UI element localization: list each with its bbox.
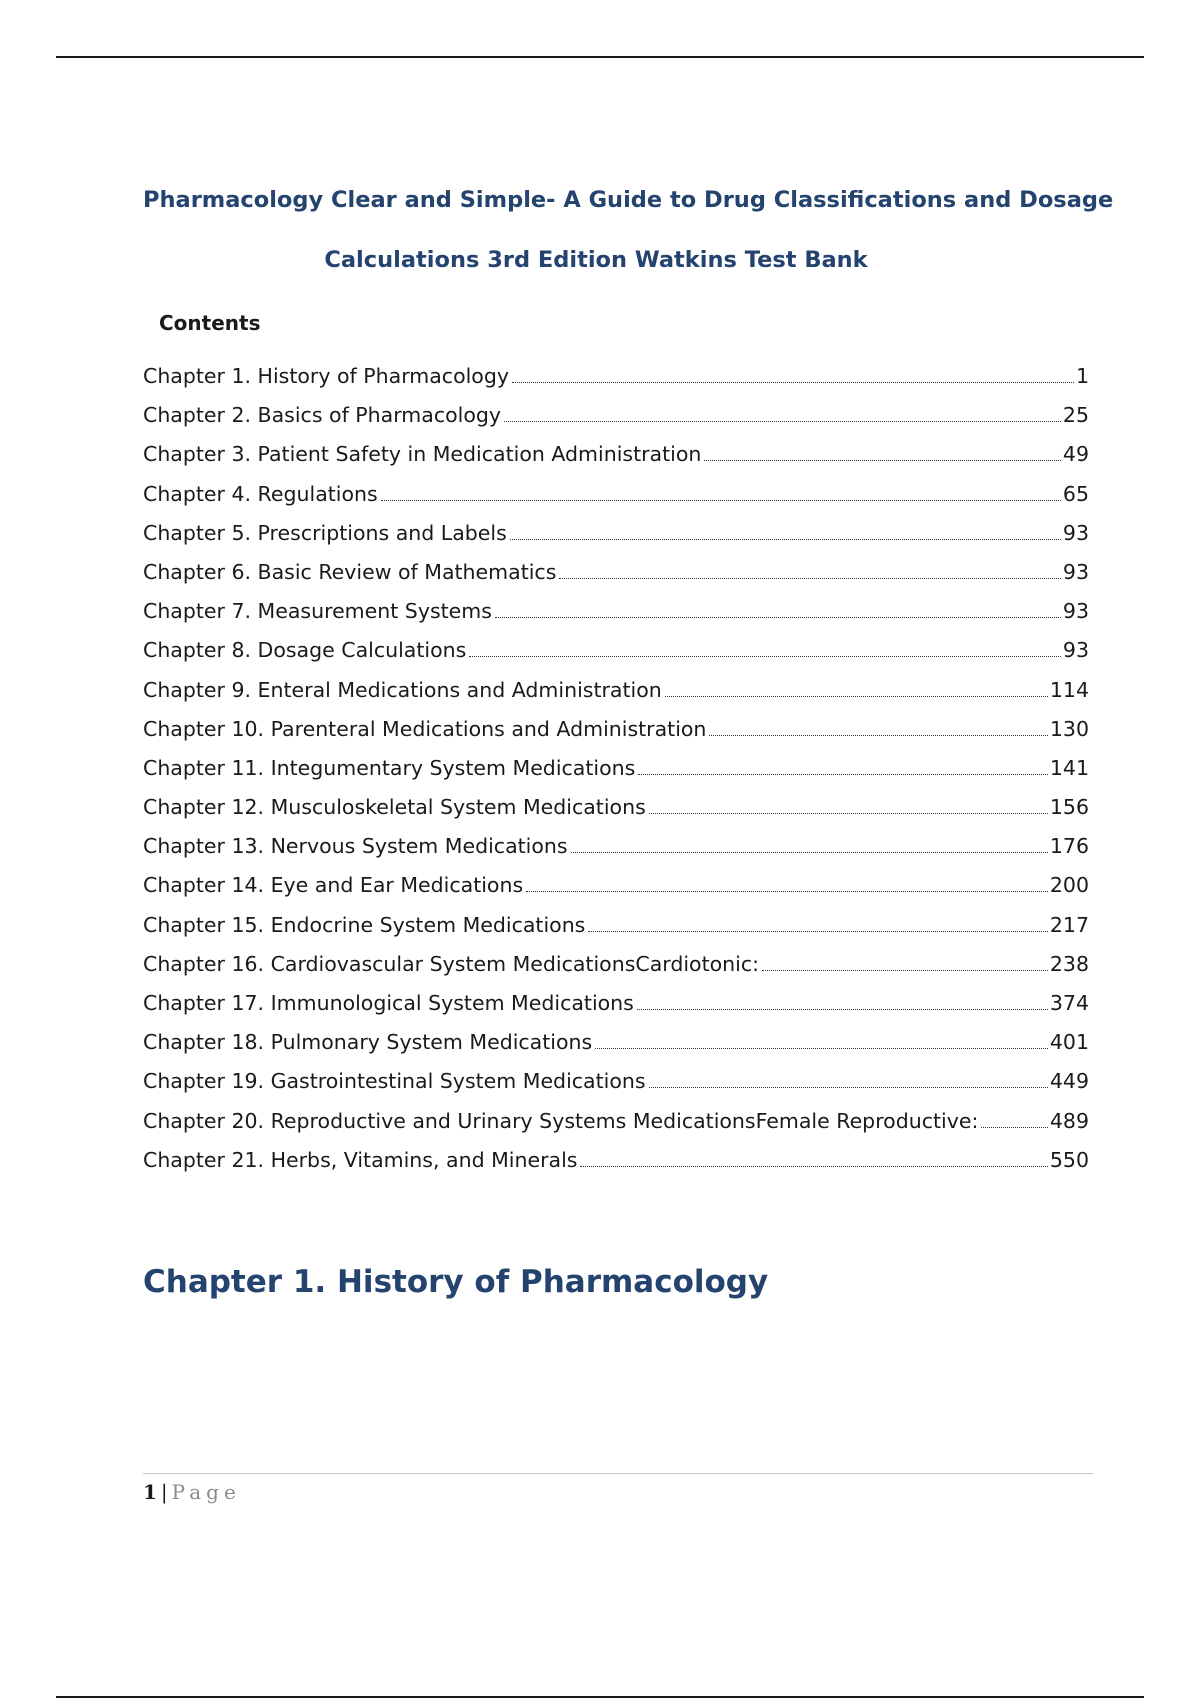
toc-entry[interactable] bbox=[143, 519, 1089, 558]
toc-dot-leader bbox=[504, 421, 1061, 422]
toc-dot-leader bbox=[649, 813, 1048, 814]
toc-dot-leader bbox=[588, 931, 1047, 932]
toc-entry-title: Chapter 20. Reproductive and Urinary Systems MedicationsFemale Reproductive: bbox=[143, 1108, 979, 1133]
toc-dot-leader bbox=[637, 1009, 1048, 1010]
toc-entry-page: 93 bbox=[1062, 638, 1089, 663]
toc-entry[interactable] bbox=[143, 871, 1089, 910]
toc-dot-leader bbox=[512, 382, 1074, 383]
toc-entry[interactable] bbox=[143, 480, 1089, 519]
toc-entry-page: 93 bbox=[1062, 599, 1089, 624]
page-label: Page bbox=[171, 1480, 241, 1504]
contents-heading: Contents bbox=[159, 311, 261, 335]
toc-entry[interactable] bbox=[143, 832, 1089, 871]
toc-entry-title: Chapter 5. Prescriptions and Labels bbox=[143, 520, 507, 545]
toc-entry-title: Chapter 4. Regulations bbox=[143, 481, 378, 506]
toc-dot-leader bbox=[704, 460, 1061, 461]
toc-entry-title: Chapter 9. Enteral Medications and Administration bbox=[143, 677, 662, 702]
toc-entry[interactable] bbox=[143, 362, 1089, 401]
toc-entry-page: 156 bbox=[1049, 795, 1089, 820]
toc-entry-title: Chapter 18. Pulmonary System Medications bbox=[143, 1030, 593, 1055]
toc-entry-title: Chapter 7. Measurement Systems bbox=[143, 599, 492, 624]
toc-entry-page: 401 bbox=[1049, 1030, 1089, 1055]
toc-entry-page: 238 bbox=[1049, 951, 1089, 976]
toc-entry-page: 489 bbox=[1049, 1108, 1089, 1133]
toc-entry-page: 200 bbox=[1049, 873, 1089, 898]
bottom-rule bbox=[56, 1696, 1144, 1698]
toc-entry-title: Chapter 2. Basics of Pharmacology bbox=[143, 403, 502, 428]
toc-entry[interactable] bbox=[143, 440, 1089, 479]
toc-entry-page: 374 bbox=[1049, 991, 1089, 1015]
toc-entry-title: Chapter 6. Basic Review of Mathematics bbox=[143, 559, 557, 584]
toc-entry-page: 176 bbox=[1049, 834, 1089, 859]
toc-entry-page: 449 bbox=[1049, 1069, 1089, 1094]
toc-entry[interactable] bbox=[143, 989, 1089, 1028]
toc-entry-page: 130 bbox=[1049, 716, 1089, 741]
toc-dot-leader bbox=[762, 970, 1048, 971]
toc-entry-title: Chapter 10. Parenteral Medications and Administration bbox=[143, 716, 707, 741]
footer-separator: | bbox=[160, 1480, 168, 1504]
toc-entry-page: 141 bbox=[1049, 755, 1089, 780]
chapter-heading: Chapter 1. History of Pharmacology bbox=[143, 1264, 769, 1300]
toc-entry[interactable] bbox=[143, 558, 1089, 597]
toc-entry-page: 114 bbox=[1049, 677, 1089, 702]
toc-dot-leader bbox=[495, 617, 1061, 618]
toc-entry-title: Chapter 12. Musculoskeletal System Medications bbox=[143, 795, 646, 820]
toc-entry-title: Chapter 15. Endocrine System Medications bbox=[143, 912, 586, 937]
toc-entry-title: Chapter 17. Immunological System Medications bbox=[143, 991, 634, 1015]
toc-dot-leader bbox=[526, 891, 1048, 892]
toc-entry[interactable] bbox=[143, 676, 1089, 715]
toc-entry-page: 1 bbox=[1075, 364, 1089, 388]
toc-dot-leader bbox=[580, 1166, 1047, 1167]
toc-entry[interactable] bbox=[143, 597, 1089, 636]
page-number: 1 bbox=[143, 1480, 157, 1504]
toc-dot-leader bbox=[638, 774, 1048, 775]
toc-entry-page: 217 bbox=[1049, 912, 1089, 937]
toc-entry[interactable] bbox=[143, 1107, 1089, 1146]
toc-entry-title: Chapter 11. Integumentary System Medications bbox=[143, 755, 636, 780]
toc-entry-title: Chapter 16. Cardiovascular System MedicationsCardiotonic: bbox=[143, 951, 760, 976]
toc-entry[interactable] bbox=[143, 715, 1089, 754]
toc-dot-leader bbox=[595, 1048, 1048, 1049]
toc-entry-title: Chapter 21. Herbs, Vitamins, and Minerals bbox=[143, 1147, 578, 1172]
toc-dot-leader bbox=[981, 1127, 1047, 1128]
toc-entry-page: 93 bbox=[1062, 559, 1089, 584]
document-title-line-2: Calculations 3rd Edition Watkins Test Bank bbox=[324, 247, 868, 273]
toc-dot-leader bbox=[649, 1087, 1048, 1088]
document-title-line-1: Pharmacology Clear and Simple- A Guide to Drug Classifications and Dosage bbox=[143, 187, 1114, 213]
toc-dot-leader bbox=[665, 696, 1048, 697]
toc-dot-leader bbox=[381, 500, 1061, 501]
toc-entry[interactable] bbox=[143, 1067, 1089, 1106]
toc-entry[interactable] bbox=[143, 950, 1089, 989]
toc-entry-page: 25 bbox=[1062, 403, 1089, 428]
toc-entry[interactable] bbox=[143, 911, 1089, 950]
footer-rule bbox=[143, 1473, 1093, 1474]
toc-entry[interactable] bbox=[143, 754, 1089, 793]
toc-entry[interactable] bbox=[143, 401, 1089, 440]
toc-entry-page: 550 bbox=[1049, 1147, 1089, 1172]
toc-entry-title: Chapter 8. Dosage Calculations bbox=[143, 638, 467, 663]
toc-dot-leader bbox=[510, 539, 1061, 540]
toc-entry-title: Chapter 14. Eye and Ear Medications bbox=[143, 873, 524, 898]
toc-entry-title: Chapter 1. History of Pharmacology bbox=[143, 364, 509, 388]
toc-entry-page: 65 bbox=[1062, 481, 1089, 506]
toc-entry[interactable] bbox=[143, 1146, 1089, 1185]
toc-entry[interactable] bbox=[143, 793, 1089, 832]
toc-dot-leader bbox=[571, 852, 1048, 853]
top-rule bbox=[56, 56, 1144, 58]
toc-entry[interactable] bbox=[143, 1028, 1089, 1067]
toc-dot-leader bbox=[469, 656, 1061, 657]
table-of-contents bbox=[143, 362, 1089, 1185]
toc-entry-title: Chapter 3. Patient Safety in Medication Administration bbox=[143, 442, 702, 467]
toc-entry-title: Chapter 13. Nervous System Medications bbox=[143, 834, 568, 859]
toc-entry-page: 49 bbox=[1062, 442, 1089, 467]
toc-dot-leader bbox=[559, 578, 1061, 579]
toc-dot-leader bbox=[709, 735, 1047, 736]
page-footer bbox=[143, 1479, 241, 1505]
toc-entry[interactable] bbox=[143, 636, 1089, 675]
toc-entry-title: Chapter 19. Gastrointestinal System Medications bbox=[143, 1069, 646, 1094]
toc-entry-page: 93 bbox=[1062, 520, 1089, 545]
